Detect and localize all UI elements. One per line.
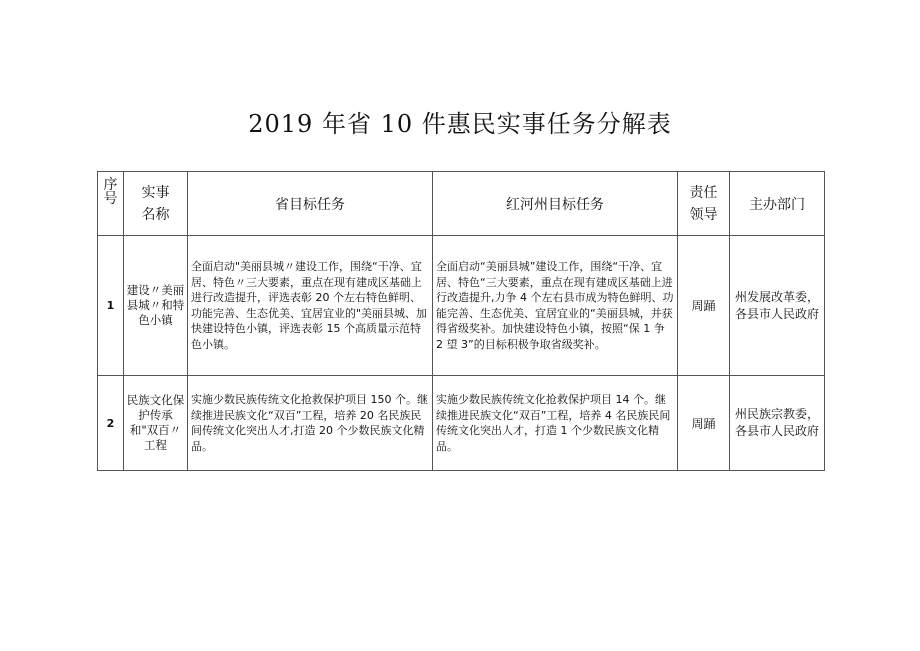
row-leader: 周踊 xyxy=(678,236,730,376)
row-item-name: 民族文化保护传承和"双百〃工程 xyxy=(124,376,188,471)
header-no xyxy=(98,172,124,236)
header-department: 主办部门 xyxy=(730,172,825,236)
table-row xyxy=(98,376,825,471)
header-honghe: 红河州目标任务 xyxy=(433,172,678,236)
header-no-line1: 序 xyxy=(103,176,118,193)
row-provincial-task: 全面启动"美丽县城〃建设工作，围绕“干净、宜居、特色〃三大要素，重点在现有建成区基础上进行改造提升，评选表彰 20 个左右特色鲜明、功能完善、生态优美、宜居宜业的"美丽县城、加快建设特色小镇，评选表彰 15 个高质量示范特色小镇。 xyxy=(188,236,433,376)
table-header-row xyxy=(98,172,825,236)
row-honghe-task: 全面启动“美丽县城”建设工作，围绕“干净、宜居、特色“三大要素，重点在现有建成区基础上进行改造提升,力争 4 个左右县市成为特色鲜明、功能完善、生态优美、宜居宜业的“美丽县城，并获得省级奖补。加快建设特色小镇，按照“保 1 争 2 望 3”的目标积极争取省级奖补。 xyxy=(433,236,678,376)
row-provincial-task: 实施少数民族传统文化抢救保护项目 150 个。继续推进民族文化“双百”工程，培养 20 名民族民间传统文化突出人才,打造 20 个少数民族文化精品。 xyxy=(188,376,433,471)
header-no-line2: 号 xyxy=(103,190,118,207)
page-title: 2019 年省 10 件惠民实事任务分解表 xyxy=(248,110,672,138)
row-number: 2 xyxy=(98,376,124,471)
row-leader: 周踊 xyxy=(678,376,730,471)
row-number: 1 xyxy=(98,236,124,376)
table-row xyxy=(98,236,825,376)
header-item-line1: 实事 xyxy=(141,184,170,201)
row-department: 州民族宗教委，各县市人民政府 xyxy=(730,376,825,471)
header-leader xyxy=(678,172,730,236)
header-item-line2: 名称 xyxy=(141,206,170,223)
task-table xyxy=(97,171,825,471)
header-leader-line2: 领导 xyxy=(689,206,718,223)
header-provincial: 省目标任务 xyxy=(188,172,433,236)
header-leader-line1: 责任 xyxy=(689,184,718,201)
row-department: 州发展改革委，各县市人民政府 xyxy=(730,236,825,376)
header-item xyxy=(124,172,188,236)
row-honghe-task: 实施少数民族传统文化抢救保护项目 14 个。继续推进民族文化“双百”工程，培养 4 名民族民间传统文化突出人才，打造 1 个少数民族文化精品。 xyxy=(433,376,678,471)
row-item-name: 建设〃美丽县城〃和特色小镇 xyxy=(124,236,188,376)
